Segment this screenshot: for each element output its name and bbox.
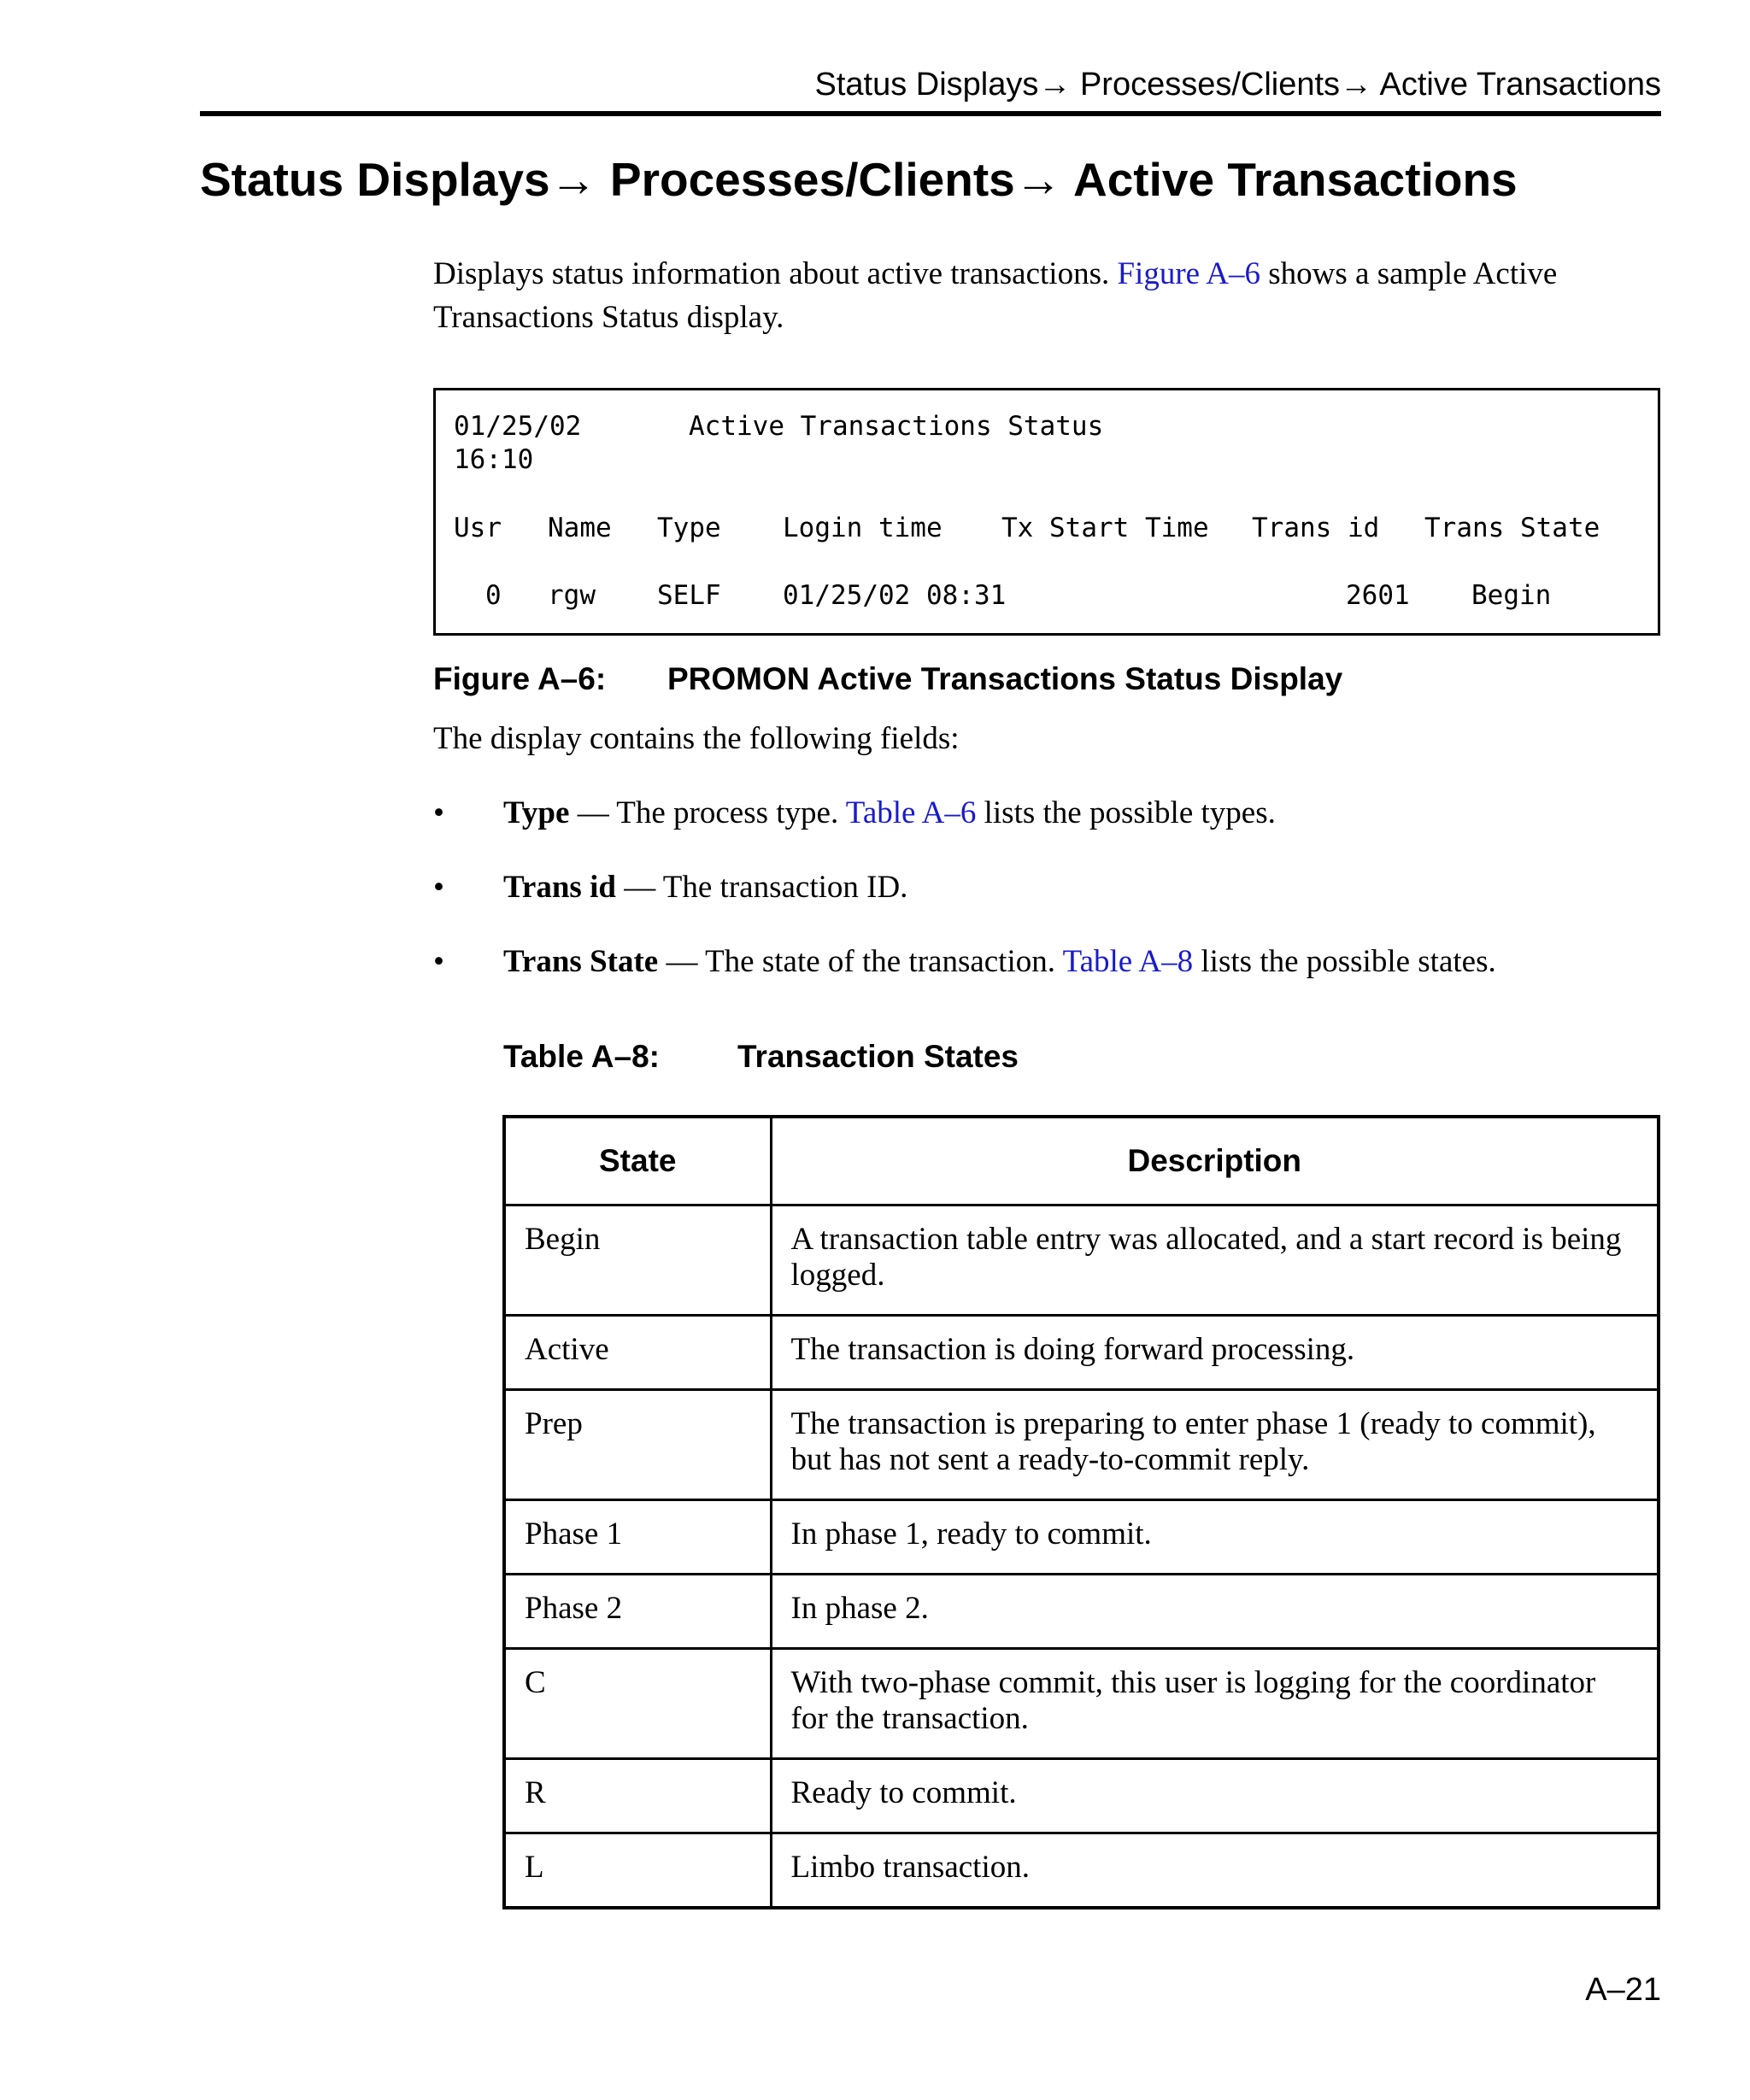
table-row xyxy=(504,1316,1659,1390)
intro-text-after: shows a sample Active Transactions Status display. xyxy=(433,256,1558,335)
description-cell: The transaction is preparing to enter phase 1 (ready to commit), but has not sent a ready-to-commit reply. xyxy=(771,1390,1659,1500)
field-text-before: — The transaction ID. xyxy=(615,870,908,905)
field-text-before: — The process type. xyxy=(569,795,846,830)
bullet-icon: • xyxy=(433,795,444,830)
field-text-before: — The state of the transaction. xyxy=(658,944,1063,979)
column-tx-start-time: Tx Start Time xyxy=(1001,513,1209,543)
row-name: rgw xyxy=(548,580,596,611)
transaction-states-table xyxy=(502,1115,1660,1909)
header-rule xyxy=(200,111,1661,116)
description-cell: Limbo transaction. xyxy=(771,1833,1659,1909)
description-cell: A transaction table entry was allocated, and a start record is being logged. xyxy=(771,1205,1659,1316)
table-header-row xyxy=(504,1117,1659,1205)
column-usr: Usr xyxy=(454,513,502,543)
column-type: Type xyxy=(657,513,721,543)
table-caption xyxy=(503,1039,1019,1075)
table-title: Transaction States xyxy=(737,1039,1019,1074)
fields-intro: The display contains the following fields: xyxy=(433,721,960,756)
state-cell: C xyxy=(504,1649,771,1759)
screen-date: 01/25/02 xyxy=(454,411,582,442)
column-login-time: Login time xyxy=(783,513,943,543)
table-row xyxy=(504,1833,1659,1909)
table-a8-link[interactable]: Table A–8 xyxy=(1062,944,1194,979)
row-type: SELF xyxy=(657,580,721,611)
figure-number: Figure A–6: xyxy=(433,661,607,696)
table-row xyxy=(504,1759,1659,1833)
description-cell: In phase 2. xyxy=(771,1575,1659,1649)
column-trans-state: Trans State xyxy=(1424,513,1600,543)
page-title: Status Displays→ Processes/Clients→ Active Transactions xyxy=(200,153,1518,206)
figure-title: PROMON Active Transactions Status Display xyxy=(667,661,1343,696)
intro-text-before: Displays status information about active transactions. xyxy=(433,256,1118,291)
header-description: Description xyxy=(771,1117,1659,1205)
field-term: Trans State xyxy=(503,944,659,979)
intro-paragraph xyxy=(433,252,1661,339)
bullet-icon: • xyxy=(433,870,444,905)
field-term: Type xyxy=(503,795,570,830)
field-text-after: lists the possible states. xyxy=(1193,944,1496,979)
description-cell: Ready to commit. xyxy=(771,1759,1659,1833)
description-cell: The transaction is doing forward processing. xyxy=(771,1316,1659,1390)
state-cell: Phase 1 xyxy=(504,1500,771,1575)
field-term: Trans id xyxy=(503,870,616,905)
state-cell: Prep xyxy=(504,1390,771,1500)
screen-time: 16:10 xyxy=(454,444,534,475)
header-state: State xyxy=(504,1117,771,1205)
description-cell: In phase 1, ready to commit. xyxy=(771,1500,1659,1575)
terminal-screen xyxy=(433,388,1660,636)
row-login-time: 01/25/02 08:31 xyxy=(783,580,1007,611)
column-name: Name xyxy=(548,513,612,543)
state-cell: Phase 2 xyxy=(504,1575,771,1649)
state-cell: Active xyxy=(504,1316,771,1390)
row-usr: 0 xyxy=(485,580,502,611)
description-cell: With two-phase commit, this user is logging for the coordinator for the transaction. xyxy=(771,1649,1659,1759)
column-trans-id: Trans id xyxy=(1252,513,1380,543)
table-number: Table A–8: xyxy=(503,1039,660,1074)
table-row xyxy=(504,1205,1659,1316)
row-trans-id: 2601 xyxy=(1346,580,1410,611)
page-number: A–21 xyxy=(1585,1972,1661,2008)
table-row xyxy=(504,1649,1659,1759)
table-row xyxy=(504,1500,1659,1575)
bullet-icon: • xyxy=(433,944,444,979)
field-text-after: lists the possible types. xyxy=(976,795,1276,830)
state-cell: L xyxy=(504,1833,771,1909)
figure-link[interactable]: Figure A–6 xyxy=(1117,256,1260,291)
table-row xyxy=(504,1390,1659,1500)
table-row xyxy=(504,1575,1659,1649)
screen-title: Active Transactions Status xyxy=(689,411,1104,442)
running-header: Status Displays→ Processes/Clients→ Active Transactions xyxy=(814,67,1661,103)
state-cell: R xyxy=(504,1759,771,1833)
state-cell: Begin xyxy=(504,1205,771,1316)
table-a6-link[interactable]: Table A–6 xyxy=(845,795,977,830)
row-trans-state: Begin xyxy=(1471,580,1552,611)
